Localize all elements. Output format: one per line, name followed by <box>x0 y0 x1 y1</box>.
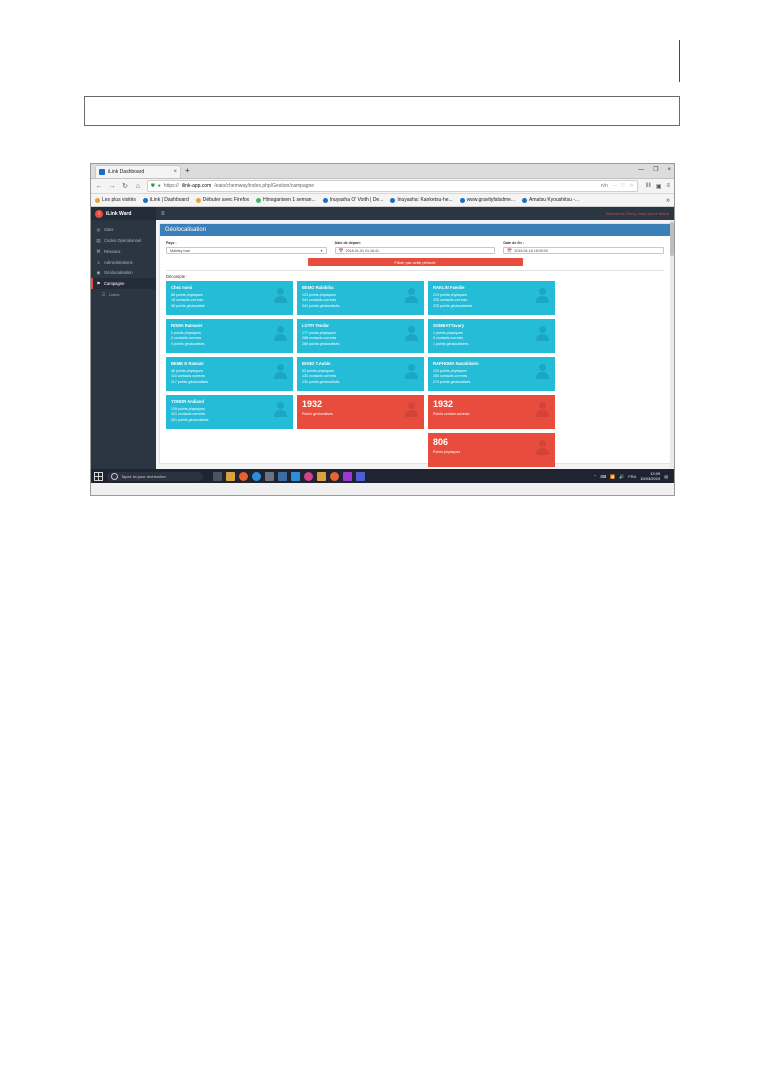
avatar-icon <box>405 402 418 417</box>
date-fin-value: 2019-04-16 15:09:03 <box>514 248 548 253</box>
clock-date: 15/03/2019 <box>640 476 661 481</box>
stat-tile[interactable] <box>428 357 555 391</box>
app-main <box>156 220 674 469</box>
bookmark-star-icon[interactable]: ☆ <box>629 183 634 189</box>
bookmark-label: Inuyasha: Kanketsu-he... <box>397 197 453 203</box>
summary-value: 1932 <box>433 399 454 409</box>
menu-icon[interactable]: ≡ <box>666 183 670 189</box>
browser-navbar <box>91 179 674 194</box>
date-fin-label: Date de fin : <box>503 241 524 245</box>
stat-tile[interactable] <box>297 319 424 353</box>
maximize-button[interactable]: ❐ <box>653 167 659 173</box>
tile-line: 139 points physiques <box>171 406 205 411</box>
page-rule <box>679 40 680 82</box>
sidebar-item-administrations[interactable] <box>91 257 156 267</box>
notification-icon[interactable]: ▤ <box>664 473 668 479</box>
bookmarks-bar <box>91 194 674 207</box>
tab-favicon-icon <box>99 169 105 175</box>
bookmark-item[interactable] <box>460 197 515 203</box>
filter-submit-button[interactable]: Filtrer par cette période <box>308 258 523 266</box>
avatar-icon <box>536 288 549 303</box>
stat-tile[interactable] <box>166 357 293 391</box>
date-debut-value: 2018-01-01 01:16:41 <box>345 248 380 253</box>
sidebar-item-geolocalisation[interactable] <box>91 267 156 278</box>
list-icon: ☰ <box>101 291 106 297</box>
date-debut-label: Date de départ: <box>334 241 361 245</box>
stat-tile[interactable] <box>166 319 293 353</box>
tile-line: 341 contacts corrects <box>302 298 337 302</box>
taskbar-app-folder[interactable] <box>317 472 326 481</box>
section-label: Décompte : <box>166 274 188 279</box>
start-button[interactable] <box>94 472 103 481</box>
sidebar-icon[interactable]: ▣ <box>655 183 662 190</box>
sidebar-item-label: Administrations <box>104 259 133 265</box>
summary-tile[interactable] <box>297 395 424 429</box>
tab-title: iLink Dashboard <box>108 169 145 175</box>
tile-line: 18 contacts corrects <box>171 298 204 302</box>
library-icon[interactable]: ‖‖ <box>645 183 651 189</box>
user-icon: ☺ <box>96 259 101 265</box>
bookmark-item[interactable] <box>522 197 579 203</box>
tile-line: 0 points géolocalisés <box>171 341 205 346</box>
windows-taskbar <box>91 469 674 483</box>
app-sidebar <box>91 220 156 469</box>
tile-name: Chez nomi <box>171 285 193 290</box>
bookmark-item[interactable] <box>390 197 452 203</box>
bookmarks-overflow-icon[interactable]: » <box>666 196 670 204</box>
filter-row <box>160 236 670 254</box>
grid-icon: ▤ <box>96 237 101 243</box>
summary-label: Points contact corrects <box>433 412 470 416</box>
summary-label: Points géolocalisés <box>302 412 333 416</box>
forward-button[interactable]: → <box>108 182 116 190</box>
sidebar-item-label: Campagne <box>104 281 125 286</box>
bookmark-icon <box>323 198 328 203</box>
volume-icon[interactable]: 🔊 <box>619 473 625 479</box>
menu-toggle-icon[interactable]: ≡ <box>161 210 165 217</box>
back-button[interactable]: ← <box>95 182 103 190</box>
taskbar-app-rar[interactable] <box>343 472 352 481</box>
page-scrollbar[interactable] <box>670 220 674 469</box>
tile-line: 0 contacts corrects <box>171 336 202 340</box>
avatar-icon <box>405 288 418 303</box>
calendar-icon: 📅 <box>338 248 344 253</box>
browser-titlebar <box>91 164 674 179</box>
sidebar-item-reseaux[interactable] <box>91 246 156 257</box>
sidebar-item-label: Sites <box>104 227 114 232</box>
date-fin-input[interactable] <box>503 247 664 254</box>
tiles-grid <box>160 281 670 469</box>
search-placeholder: Tapez ici pour rechercher <box>121 473 166 479</box>
avatar-icon <box>274 364 287 379</box>
lock-icon: ● <box>157 183 161 189</box>
tile-line: 301 contacts corrects <box>171 412 206 416</box>
tile-line: 123 points physiques <box>433 368 467 373</box>
filter-date-debut <box>335 241 496 254</box>
bookmark-icon <box>196 198 201 203</box>
avatar-icon <box>536 364 549 379</box>
tile-line: 117 points géolocalisés <box>171 379 209 384</box>
window-controls <box>638 166 671 174</box>
taskbar-app-task-view[interactable] <box>213 472 222 481</box>
bookmark-icon <box>390 198 395 203</box>
stat-tile[interactable] <box>428 281 555 315</box>
taskbar-app-messenger[interactable] <box>304 472 313 481</box>
summary-tile[interactable] <box>428 395 555 429</box>
sidebar-item-label: Réseaux <box>104 249 121 254</box>
browser-window <box>90 163 675 496</box>
tile-line: 301 points géolocalisés <box>171 417 209 422</box>
summary-value: 806 <box>433 437 449 447</box>
home-button[interactable]: ⌂ <box>135 182 141 190</box>
reload-button[interactable]: ↻ <box>122 183 128 190</box>
tile-line: 1 points géolocalisées <box>433 341 469 346</box>
avatar-icon <box>405 364 418 379</box>
sidebar-item-sites[interactable] <box>91 224 156 235</box>
shield-icon: ⛊ <box>151 183 155 189</box>
url-host: ilink-app.com <box>181 183 212 189</box>
network-icon: ⌘ <box>96 248 101 254</box>
tile-line: 118 contacts corrects <box>171 374 205 378</box>
tile-name: ROMA Ramaser <box>171 323 203 328</box>
avatar-icon <box>536 326 549 341</box>
tile-name: BEME D Ramani <box>171 361 204 366</box>
reader-indicator: n/n <box>600 183 608 189</box>
scrollbar-thumb[interactable] <box>670 222 674 256</box>
bookmark-icon <box>95 198 100 203</box>
filter-pays <box>166 241 327 254</box>
page-title: Géolocalisation <box>160 224 670 236</box>
site-icon: ◎ <box>96 226 101 232</box>
tile-line: 225 contacts corrects <box>433 298 468 302</box>
tile-line: 1 points physiques <box>433 330 463 335</box>
bookmark-label: Débuter avec Firefox <box>202 197 250 203</box>
tile-line: 130 points géolocalisés <box>302 379 340 384</box>
location-icon: ◉ <box>96 269 101 275</box>
avatar-icon <box>536 402 549 417</box>
taskbar-tray <box>593 471 671 481</box>
stat-tile[interactable] <box>166 281 293 315</box>
tile-line: 177 points physiques <box>302 330 336 335</box>
taskbar-clock[interactable] <box>640 471 660 481</box>
pays-label: Pays : <box>166 241 177 245</box>
tile-line: 123 points physiques <box>302 292 336 297</box>
app-topbar <box>91 207 674 220</box>
bookmark-item[interactable] <box>196 197 249 203</box>
sidebar-item-listes[interactable] <box>91 289 156 300</box>
bookmark-label: Amatsu Kyoushitsu -... <box>529 197 580 203</box>
stat-tile[interactable] <box>297 281 424 315</box>
bookmark-item[interactable] <box>143 197 189 203</box>
avatar-icon <box>405 326 418 341</box>
tile-line: 68 points physiques <box>171 292 203 297</box>
taskbar-search[interactable] <box>107 472 203 481</box>
tile-line: 0 contacts corrects <box>433 336 464 340</box>
tile-line: 53 points physiques <box>302 368 334 373</box>
bookmark-label: Inuyasha O' Voith | De... <box>329 197 384 203</box>
app-brand[interactable] <box>91 207 156 220</box>
url-prefix: https:// <box>163 183 179 189</box>
tile-name: SOMBATTavary <box>433 323 465 328</box>
filter-date-fin <box>503 241 664 254</box>
tile-line: 0 points physiques <box>171 330 201 335</box>
avatar-icon <box>274 288 287 303</box>
language-indicator[interactable]: FRA <box>628 473 637 479</box>
avatar-icon <box>274 326 287 341</box>
geolocation-panel <box>159 223 671 464</box>
tile-name: YONDR Andiand <box>171 399 204 404</box>
taskbar-app-file-explorer[interactable] <box>226 472 235 481</box>
bookmark-label: www.gravityfalsdme... <box>466 197 516 203</box>
summary-label: Points physiques <box>433 450 461 454</box>
document-text-box <box>84 96 680 126</box>
avatar-icon <box>274 402 287 417</box>
tab-close-icon[interactable]: × <box>173 169 177 175</box>
tray-expand-icon[interactable]: ⌃ <box>593 473 597 479</box>
bookmark-label: Les plus visités <box>102 197 136 203</box>
stat-tile[interactable] <box>166 395 293 429</box>
user-greeting: Bienvenue Ramy Jean-pierre Marie <box>606 211 669 216</box>
url-path: /eaio/chemway/index.php/Gestion/campagne <box>214 183 315 189</box>
tile-name: BOND T.Aubin <box>302 361 331 366</box>
chevron-down-icon[interactable]: ▾ <box>320 248 323 253</box>
flag-icon: ⚑ <box>96 280 101 286</box>
bookmark-item[interactable] <box>95 197 136 203</box>
stat-tile[interactable] <box>428 319 555 353</box>
search-icon <box>111 473 118 480</box>
calendar-icon: 📅 <box>507 248 513 253</box>
tile-name: RAKLIN Familie <box>433 285 465 290</box>
clock-time: 13:09 <box>650 471 661 476</box>
taskbar-app-chrome[interactable] <box>330 472 339 481</box>
browser-tab[interactable] <box>95 165 181 178</box>
date-debut-input[interactable] <box>335 247 496 254</box>
sidebar-item-campagne[interactable] <box>91 278 156 289</box>
summary-value: 1932 <box>302 399 323 409</box>
tile-line: 288 points géolocalisés <box>302 341 340 346</box>
sidebar-item-label: Listes <box>109 292 120 297</box>
tile-line: 46 points physiques <box>171 368 203 373</box>
sidebar-item-codes-operationnel[interactable] <box>91 235 156 246</box>
close-window-button[interactable]: × <box>667 167 671 173</box>
page-actions-icon[interactable]: ··· <box>611 183 617 189</box>
tile-line: 279 points géolocalisés <box>433 379 471 384</box>
tile-name: LOTFI Tendar <box>302 323 329 328</box>
pays-select[interactable] <box>166 247 327 254</box>
tile-line: 130 contacts corrects <box>302 374 337 378</box>
new-tab-button[interactable]: + <box>185 166 190 175</box>
bookmark-label: Hinoganisen 1 seman... <box>263 197 316 203</box>
tile-line: 341 points géolocalisés <box>302 303 340 308</box>
sidebar-item-label: Codes Opérationnel <box>104 238 142 243</box>
summary-tile[interactable] <box>428 433 555 467</box>
pays-value: Mahitsy Ivan <box>170 248 191 253</box>
bookmark-label: iLink | Dashboard <box>149 197 189 203</box>
network-icon[interactable]: 📶 <box>610 473 616 479</box>
bookmark-item[interactable] <box>323 197 384 203</box>
app-brand-label: iLink Ward <box>106 210 132 217</box>
web-page <box>91 207 674 469</box>
taskbar-app-vscode[interactable] <box>291 472 300 481</box>
tile-line: 225 points géolocalisées <box>433 303 473 308</box>
stat-tile[interactable] <box>297 357 424 391</box>
tile-line: 219 points physiques <box>433 292 467 297</box>
address-bar[interactable] <box>147 180 638 192</box>
taskbar-app-photos[interactable] <box>265 472 274 481</box>
tile-line: 288 contacts corrects <box>302 336 337 340</box>
pocket-icon[interactable]: ♡ <box>620 183 626 189</box>
minimize-button[interactable]: — <box>638 167 645 173</box>
bookmark-item[interactable] <box>256 197 316 203</box>
tile-line: 98 points géolocalisé <box>171 303 205 308</box>
tile-name: BEMO Rabibiha <box>302 285 334 290</box>
tile-name: RAPHOMA Nanahitsiro <box>433 361 479 366</box>
keyboard-icon[interactable]: ⌨ <box>600 473 607 479</box>
bookmark-icon <box>522 198 527 203</box>
avatar-icon <box>536 440 549 455</box>
taskbar-apps <box>213 472 365 481</box>
taskbar-app-edge[interactable] <box>252 472 261 481</box>
bookmark-icon <box>256 198 261 203</box>
taskbar-app-mail[interactable] <box>278 472 287 481</box>
bookmark-icon <box>143 198 148 203</box>
taskbar-app-firefox[interactable] <box>239 472 248 481</box>
sidebar-item-label: Géolocalisation <box>104 270 133 275</box>
ilink-logo-icon: i <box>95 210 103 218</box>
tile-line: 260 contacts corrects <box>433 374 468 378</box>
bookmark-icon <box>460 198 465 203</box>
taskbar-app-teams[interactable] <box>356 472 365 481</box>
